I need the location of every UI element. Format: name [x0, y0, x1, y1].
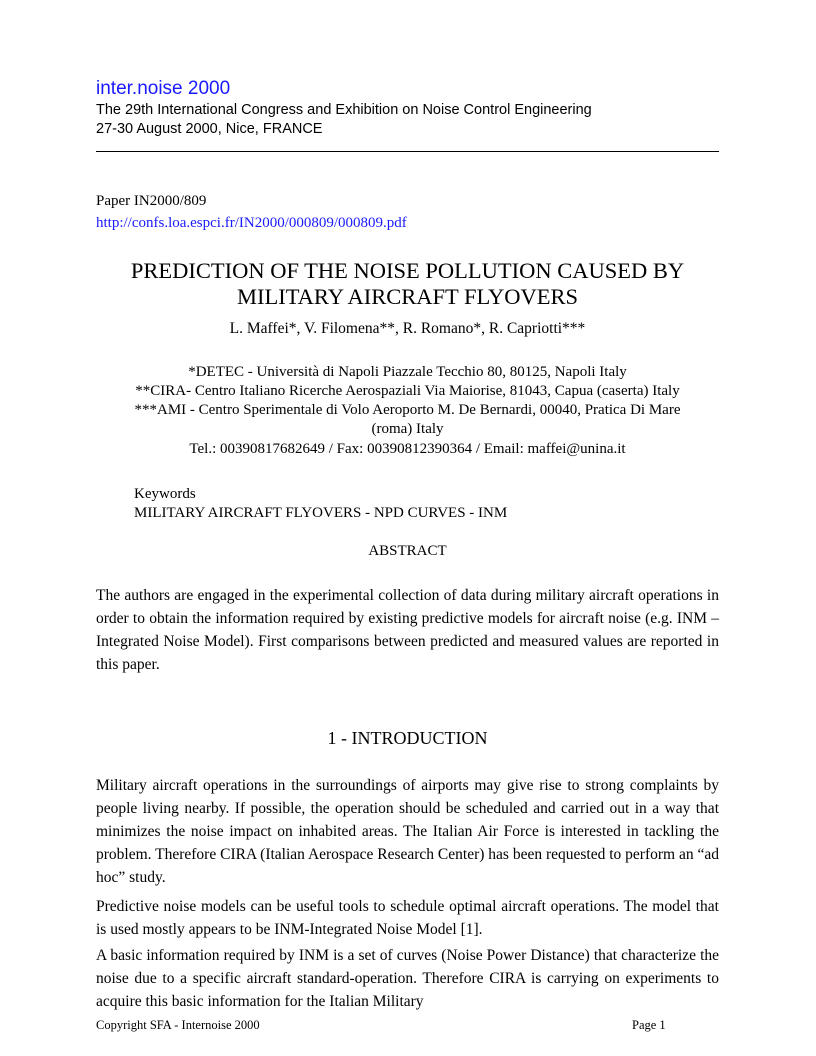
intro-paragraph-1: Military aircraft operations in the surroundings of airports may give rise to strong complaints by people living nearby. If possible, the operation should be scheduled and carried out in a way that minimizes the noise impact on inhabited areas. The Italian Air Force is interested in tackling the problem. Therefore CIRA (Italian Aerospace Research Center) has been requested to perform an “ad hoc” study. — [96, 777, 719, 886]
intro-paragraph-3: A basic information required by INM is a set of curves (Noise Power Distance) that characterize the noise due to a specific aircraft standard-operation. Therefore CIRA is carrying on experiments to acquire this basic information for the Italian Military — [96, 947, 719, 1010]
paper-url-link[interactable]: http://confs.loa.espci.fr/IN2000/000809/000809.pdf — [96, 215, 407, 231]
title-line-1: PREDICTION OF THE NOISE POLLUTION CAUSED BY — [130, 258, 685, 283]
keywords-label: Keywords — [134, 486, 196, 502]
contact-info: Tel.: 00390817682649 / Fax: 00390812390364 / Email: maffei@unina.it — [189, 441, 626, 457]
abstract-text: The authors are engaged in the experimental collection of data during military aircraft operations in order to obtain the information required by existing predictive models for aircraft noise (e.g. INM – Integrated Noise Model). First comparisons between predicted and measured values are reported in this paper. — [96, 587, 719, 673]
affiliation-detec: *DETEC - Università di Napoli Piazzale Tecchio 80, 80125, Napoli Italy — [188, 364, 627, 380]
affiliation-ami: ***AMI - Centro Sperimentale di Volo Aeroporto M. De Bernardi, 00040, Pratica Di Mare — [134, 402, 681, 418]
introduction-heading: 1 - INTRODUCTION — [327, 728, 488, 748]
intro-paragraph-2: Predictive noise models can be useful tools to schedule optimal aircraft operations. The model that is used mostly appears to be INM-Integrated Noise Model [1]. — [96, 898, 719, 938]
title-line-2: MILITARY AIRCRAFT FLYOVERS — [237, 284, 578, 309]
conference-subtitle: The 29th International Congress and Exhibition on Noise Control Engineering — [96, 102, 592, 118]
abstract-heading: ABSTRACT — [368, 543, 447, 559]
affiliation-cira: **CIRA- Centro Italiano Ricerche Aerospaziali Via Maiorise, 81043, Capua (caserta) Italy — [135, 383, 680, 399]
authors: L. Maffei*, V. Filomena**, R. Romano*, R. Capriotti*** — [229, 320, 586, 337]
paper-title — [96, 258, 719, 310]
conference-dates: 27-30 August 2000, Nice, FRANCE — [96, 121, 323, 137]
paper-id: Paper IN2000/809 — [96, 193, 207, 209]
footer-copyright: Copyright SFA - Internoise 2000 — [96, 1018, 260, 1032]
keywords-text: MILITARY AIRCRAFT FLYOVERS - NPD CURVES - INM — [134, 505, 508, 521]
header-divider — [96, 151, 719, 152]
affiliation-ami-cont: (roma) Italy — [371, 421, 444, 437]
conference-name: inter.noise 2000 — [96, 78, 231, 99]
footer-page-number: Page 1 — [632, 1018, 666, 1032]
